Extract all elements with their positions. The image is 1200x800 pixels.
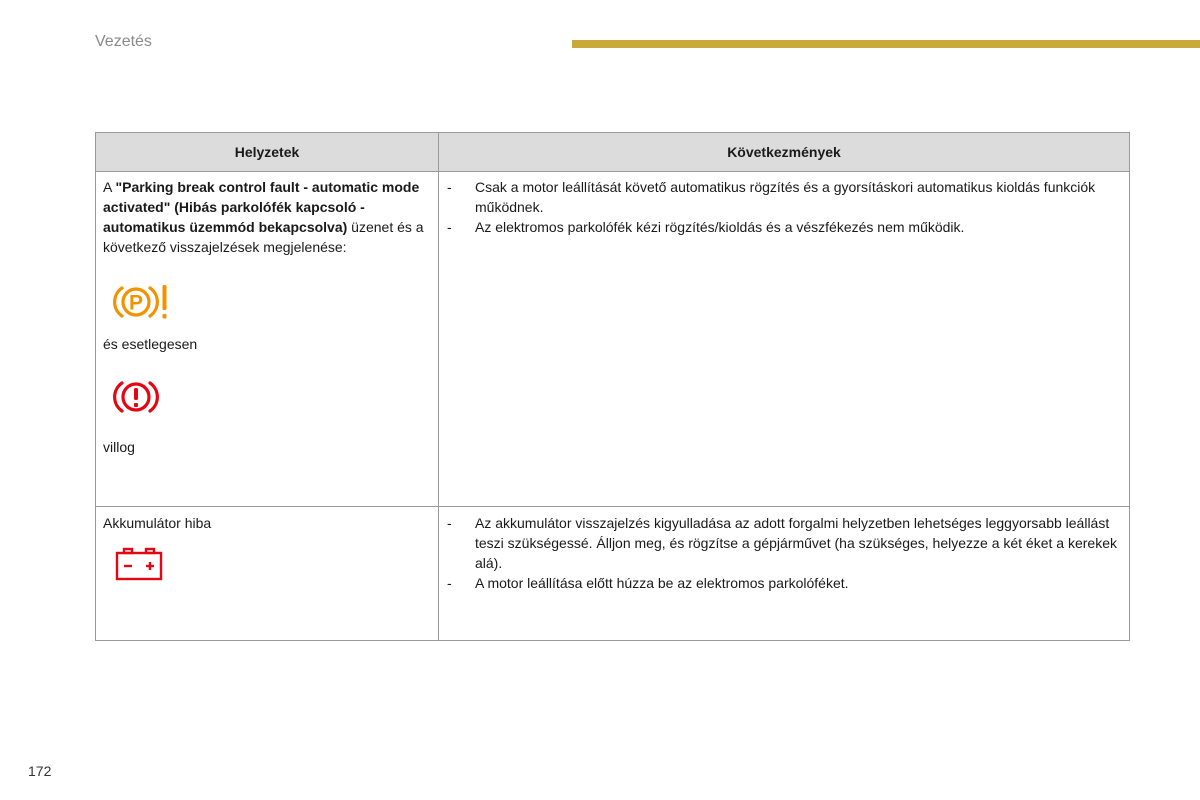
list-item: - Az elektromos parkolófék kézi rögzítés/kioldás és a vészfékezés nem működik. [447, 219, 965, 235]
svg-text:P: P [128, 291, 144, 315]
page-number: 172 [28, 763, 52, 779]
flashing-text: villog [103, 439, 135, 455]
brake-warning-icon [113, 377, 163, 417]
section-title: Vezetés [95, 33, 152, 50]
consequence-text: Az akkumulátor visszajelzés kigyulladása az adott forgalmi helyzetben lehetséges leggyorsabb leállást teszi szükségessé. Álljon meg, és rögzítse a gépjárművet (ha szükséges, helyezze a két éket a kerekek alá). [475, 515, 1117, 571]
situation-cell [96, 172, 439, 507]
consequence-list [447, 177, 1119, 237]
warning-message-text: "Parking break control fault - automatic mode activated" (Hibás parkolófék kapcsoló - automatikus üzemmód bekapcsolva) [103, 179, 420, 235]
list-item: - A motor leállítása előtt húzza be az elektromos parkolóféket. [447, 575, 849, 591]
parking-brake-warning-icon [113, 282, 169, 322]
situation-cell [96, 507, 439, 641]
list-item: - Az akkumulátor visszajelzés kigyulladása az adott forgalmi helyzetben lehetséges leggyorsabb leállást teszi szükségessé. Álljon meg, és rögzítse a gépjárművet (ha szükséges, helyezze a két éket a kerekek alá). [447, 515, 1117, 571]
consequence-text: A motor leállítása előtt húzza be az elektromos parkolóféket. [475, 575, 849, 591]
column-header-consequences: Következmények [439, 133, 1130, 172]
between-icons-text: és esetlegesen [103, 336, 198, 352]
situation-suffix: üzenet és a következő visszajelzések megjelenése: [103, 219, 424, 255]
list-item: - Csak a motor leállítását követő automatikus rögzítés és a gyorsításkori automatikus kioldás funkciók működnek. [447, 179, 1096, 215]
consequence-cell [439, 507, 1130, 641]
consequence-list [447, 513, 1119, 593]
situation-prefix: A [103, 179, 116, 195]
consequence-text: Csak a motor leállítását követő automatikus rögzítés és a gyorsításkori automatikus kioldás funkciók működnek. [475, 179, 1096, 215]
table-row [96, 172, 1130, 507]
header-accent-bar [572, 40, 1200, 48]
consequence-cell [439, 172, 1130, 507]
situation-description [103, 177, 431, 257]
situations-consequences-table [95, 132, 1130, 641]
battery-warning-icon [115, 547, 165, 583]
column-header-situations: Helyzetek [96, 133, 439, 172]
table-row [96, 507, 1130, 641]
situation-description: Akkumulátor hiba [103, 515, 212, 531]
consequence-text: Az elektromos parkolófék kézi rögzítés/kioldás és a vészfékezés nem működik. [475, 219, 965, 235]
table-header-row [96, 133, 1130, 172]
